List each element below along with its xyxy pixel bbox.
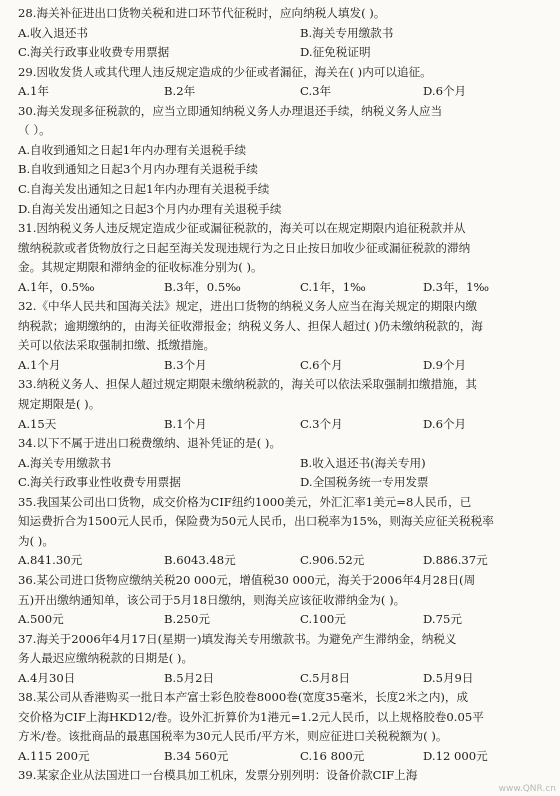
text-line: B.自收到通知之日起3个月内办理有关退税手续 bbox=[18, 162, 258, 176]
text-line: 金。其规定期限和滞纳金的征收标准分别为( )。 bbox=[18, 260, 263, 274]
watermark: www.QNR.cn bbox=[498, 784, 556, 794]
text-line: 35.我国某公司出口货物，成交价格为CIF纽约1000美元，外汇汇率1美元=8人民币，已 bbox=[18, 495, 472, 509]
text-line: （ ）。 bbox=[18, 123, 51, 137]
answer-option: D.3年，1‰ bbox=[423, 280, 490, 294]
text-line: 29.因收发货人或其代理人违反规定造成的少征或者漏征，海关在( )内可以追征。 bbox=[18, 65, 432, 79]
answer-option: D.6个月 bbox=[423, 417, 467, 431]
answer-option: A.4月30日 bbox=[18, 671, 76, 685]
answer-option: A.500元 bbox=[18, 612, 64, 626]
answer-option: D.9个月 bbox=[423, 358, 467, 372]
text-line: 方米/卷。该批商品的最惠国税率为30元人民币/平方米，则应征进口关税税额为( )。 bbox=[18, 729, 448, 743]
text-line: 务人最迟应缴纳税款的日期是( )。 bbox=[18, 651, 194, 665]
text-line: D.自海关发出通知之日起3个月内办理有关退税手续 bbox=[18, 202, 282, 216]
answer-option: C.5月8日 bbox=[300, 671, 351, 685]
text-line: 28.海关补征进出口货物关税和进口环节代征税时，应向纳税人填发( )。 bbox=[18, 6, 386, 20]
text-line: 39.某家企业从法国进口一台模具加工机床，发票分别列明：设备价款CIF上海 bbox=[18, 768, 418, 782]
text-line: 交价格为CIF上海HKD12/卷。设外汇折算价为1港元=1.2元人民币，以上规格胶卷0.05平 bbox=[18, 710, 484, 724]
answer-option: D.全国税务统一专用发票 bbox=[300, 475, 429, 489]
answer-option: B.收入退还书(海关专用) bbox=[300, 456, 426, 470]
answer-option: C.16 800元 bbox=[300, 749, 365, 763]
text-line: 36.某公司进口货物应缴纳关税20 000元，增值税30 000元，海关于2006年4月28日(周 bbox=[18, 573, 476, 587]
text-line: 32.《中华人民共和国海关法》规定，进出口货物的纳税义务人应当在海关规定的期限内缴 bbox=[18, 299, 478, 313]
answer-option: B.6043.48元 bbox=[164, 553, 236, 567]
answer-option: D.6个月 bbox=[423, 84, 467, 98]
answer-option: A.115 200元 bbox=[18, 749, 90, 763]
option-row bbox=[18, 277, 546, 298]
answer-option: D.5月9日 bbox=[423, 671, 474, 685]
text-line: 30.海关发现多征税款的，应当立即通知纳税义务人办理退还手续，纳税义务人应当 bbox=[18, 104, 443, 118]
text-line: 知运费折合为1500元人民币，保险费为50元人民币，出口税率为15%，则海关应征关税税率 bbox=[18, 514, 494, 528]
option-row bbox=[18, 609, 546, 630]
answer-option: C.海关行政事业收费专用票据 bbox=[18, 45, 170, 59]
answer-option: B.3个月 bbox=[164, 358, 207, 372]
option-row bbox=[18, 746, 546, 767]
answer-option: D.75元 bbox=[423, 612, 462, 626]
text-line: 五)开出缴纳通知单，该公司于5月18日缴纳，则海关应该征收滞纳金为( )。 bbox=[18, 593, 406, 607]
answer-option: A.1年，0.5‰ bbox=[18, 280, 95, 294]
text-line: 规定期限是( )。 bbox=[18, 397, 101, 411]
answer-option: C.海关行政事业性收费专用票据 bbox=[18, 475, 181, 489]
answer-option: A.15天 bbox=[18, 417, 57, 431]
text-line: 33.纳税义务人、担保人超过规定期限未缴纳税款的，海关可以依法采取强制扣缴措施，其 bbox=[18, 377, 478, 391]
answer-option: C.3个月 bbox=[300, 417, 343, 431]
text-line: 38.某公司从香港购买一批日本产富士彩色胶卷8000卷(宽度35毫米，长度2米之内)，成 bbox=[18, 690, 469, 704]
answer-option: B.3年，0.5‰ bbox=[164, 280, 241, 294]
option-row bbox=[18, 23, 546, 44]
text-line: 34.以下不属于进出口税费缴纳、退补凭证的是( )。 bbox=[18, 436, 282, 450]
answer-option: A.841.30元 bbox=[18, 553, 83, 567]
option-row bbox=[18, 472, 546, 493]
option-row bbox=[18, 453, 546, 474]
answer-option: B.1个月 bbox=[164, 417, 207, 431]
option-row bbox=[18, 355, 546, 376]
text-line: A.自收到通知之日起1年内办理有关退税手续 bbox=[18, 143, 247, 157]
answer-option: C.100元 bbox=[300, 612, 346, 626]
option-row bbox=[18, 668, 546, 689]
answer-option: B.海关专用缴款书 bbox=[300, 26, 394, 40]
answer-option: D.征免税证明 bbox=[300, 45, 371, 59]
answer-option: C.6个月 bbox=[300, 358, 343, 372]
text-line: 31.因纳税义务人违反规定造成少征或漏征税款的，海关可以在规定期限内追征税款并从 bbox=[18, 221, 466, 235]
option-row bbox=[18, 42, 546, 63]
answer-option: C.906.52元 bbox=[300, 553, 365, 567]
option-row bbox=[18, 81, 546, 102]
text-line: 为( )。 bbox=[18, 534, 54, 548]
text-line: 纳税款；逾期缴纳的，由海关征收滞报金；纳税义务人、担保人超过( )仍未缴纳税款的，海 bbox=[18, 319, 483, 333]
answer-option: A.海关专用缴款书 bbox=[18, 456, 112, 470]
answer-option: A.1年 bbox=[18, 84, 50, 98]
answer-option: B.34 560元 bbox=[164, 749, 229, 763]
answer-option: B.250元 bbox=[164, 612, 210, 626]
text-line: 缴纳税款或者货物放行之日起至海关发现违规行为之日止按日加收少征或漏征税款的滞纳 bbox=[18, 241, 471, 255]
option-row bbox=[18, 550, 546, 571]
answer-option: D.12 000元 bbox=[423, 749, 488, 763]
answer-option: A.收入退还书 bbox=[18, 26, 89, 40]
answer-option: C.1年，1‰ bbox=[300, 280, 366, 294]
answer-option: B.5月2日 bbox=[164, 671, 215, 685]
answer-option: D.886.37元 bbox=[423, 553, 488, 567]
text-line: 关可以依法采取强制扣缴、抵缴措施。 bbox=[18, 338, 216, 352]
text-line: 37.海关于2006年4月17日(星期一)填发海关专用缴款书。为避免产生滞纳金，纳税义 bbox=[18, 632, 457, 646]
answer-option: B.2年 bbox=[164, 84, 196, 98]
answer-option: C.3年 bbox=[300, 84, 332, 98]
answer-option: A.1个月 bbox=[18, 358, 61, 372]
text-line: C.自海关发出通知之日起1年内办理有关退税手续 bbox=[18, 182, 270, 196]
option-row bbox=[18, 414, 546, 435]
